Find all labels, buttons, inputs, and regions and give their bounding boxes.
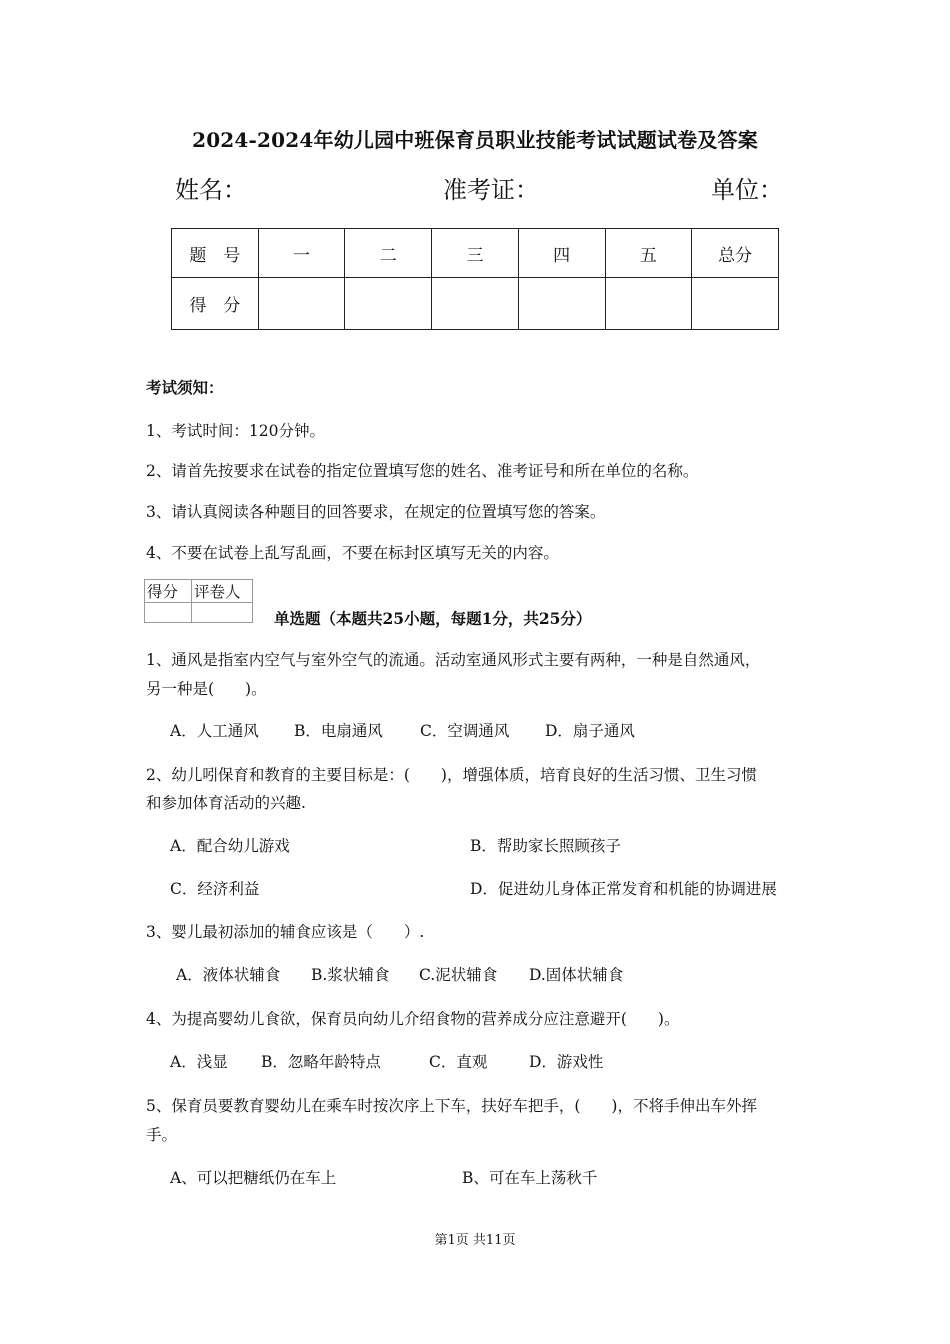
unit-field-label: 单位： (711, 176, 783, 204)
question-option: B．忽略年龄特点 (261, 1053, 381, 1071)
document-title: 2024-2024年幼儿园中班保育员职业技能考试试题试卷及答案 (192, 128, 758, 152)
instruction-item: 2、请首先按要求在试卷的指定位置填写您的姓名、准考证号和所在单位的名称。 (146, 462, 699, 480)
question-option: B．帮助家长照顾孩子 (470, 837, 621, 855)
question-stem: 5、保育员要教育婴幼儿在乘车时按次序上下车，扶好车把手，( )，不将手伸出车外挥 (146, 1097, 757, 1115)
name-field-label: 姓名： (175, 176, 247, 204)
question-option: A．液体状辅食 (176, 966, 281, 984)
instruction-item: 1、考试时间：120分钟。 (146, 422, 325, 440)
grader-score-cell[interactable] (145, 603, 192, 623)
grader-score-label: 得分 (145, 580, 192, 603)
question-option: D．促进幼儿身体正常发育和机能的协调进展 (470, 880, 777, 898)
question-stem: 和参加体育活动的兴趣. (146, 794, 306, 812)
score-table-header-cell: 四 (518, 229, 605, 278)
question-option: B.浆状辅食 (311, 966, 390, 984)
question-stem: 3、婴儿最初添加的辅食应该是（ ）. (146, 923, 425, 941)
grader-box (144, 579, 253, 623)
score-cell[interactable] (345, 278, 432, 330)
score-table-header-cell: 题 号 (172, 229, 259, 278)
question-stem: 2、幼儿吲保育和教育的主要目标是：( )，增强体质，培育良好的生活习惯、卫生习惯 (146, 766, 757, 784)
question-stem: 4、为提高婴幼儿食欲，保育员向幼儿介绍食物的营养成分应注意避开( )。 (146, 1010, 680, 1028)
score-cell[interactable] (518, 278, 605, 330)
question-option: D．游戏性 (529, 1053, 604, 1071)
question-option: A．人工通风 (170, 722, 259, 740)
page-footer: 第1页 共11页 (434, 1233, 516, 1248)
question-stem: 手。 (146, 1126, 178, 1144)
score-table-header-cell: 一 (258, 229, 345, 278)
instruction-item: 3、请认真阅读各种题目的回答要求，在规定的位置填写您的答案。 (146, 503, 606, 521)
score-table-header-cell: 五 (605, 229, 692, 278)
score-cell[interactable] (605, 278, 692, 330)
question-option: C.泥状辅食 (419, 966, 498, 984)
question-option: C．直观 (429, 1053, 488, 1071)
section-title: 单选题（本题共25小题，每题1分，共25分） (274, 609, 592, 628)
instructions-heading: 考试须知： (146, 378, 224, 397)
instruction-item: 4、不要在试卷上乱写乱画，不要在标封区填写无关的内容。 (146, 544, 559, 562)
score-cell[interactable] (258, 278, 345, 330)
grader-box-header-row (145, 580, 253, 603)
question-option: C．经济利益 (170, 880, 260, 898)
score-table (171, 228, 779, 330)
score-table-header-cell: 总分 (692, 229, 779, 278)
score-row-label: 得 分 (172, 278, 259, 330)
exam-id-field-label: 准考证： (443, 176, 539, 204)
question-stem: 另一种是( )。 (146, 680, 267, 698)
question-option: A、可以把糖纸仍在车上 (170, 1169, 337, 1187)
grader-box-input-row (145, 603, 253, 623)
score-table-score-row (172, 278, 779, 330)
score-table-header-cell: 二 (345, 229, 432, 278)
question-option: B、可在车上荡秋千 (462, 1169, 598, 1187)
question-option: C．空调通风 (420, 722, 510, 740)
question-option: D．扇子通风 (545, 722, 635, 740)
question-option: A．配合幼儿游戏 (170, 837, 290, 855)
score-table-header-cell: 三 (432, 229, 519, 278)
grader-name-label: 评卷人 (192, 580, 253, 603)
question-option: B．电扇通风 (294, 722, 383, 740)
score-table-header-row (172, 229, 779, 278)
score-cell[interactable] (432, 278, 519, 330)
question-stem: 1、通风是指室内空气与室外空气的流通。活动室通风形式主要有两种，一种是自然通风， (146, 651, 761, 669)
question-option: D.固体状辅食 (529, 966, 624, 984)
score-cell[interactable] (692, 278, 779, 330)
question-option: A．浅显 (170, 1053, 228, 1071)
grader-name-cell[interactable] (192, 603, 253, 623)
